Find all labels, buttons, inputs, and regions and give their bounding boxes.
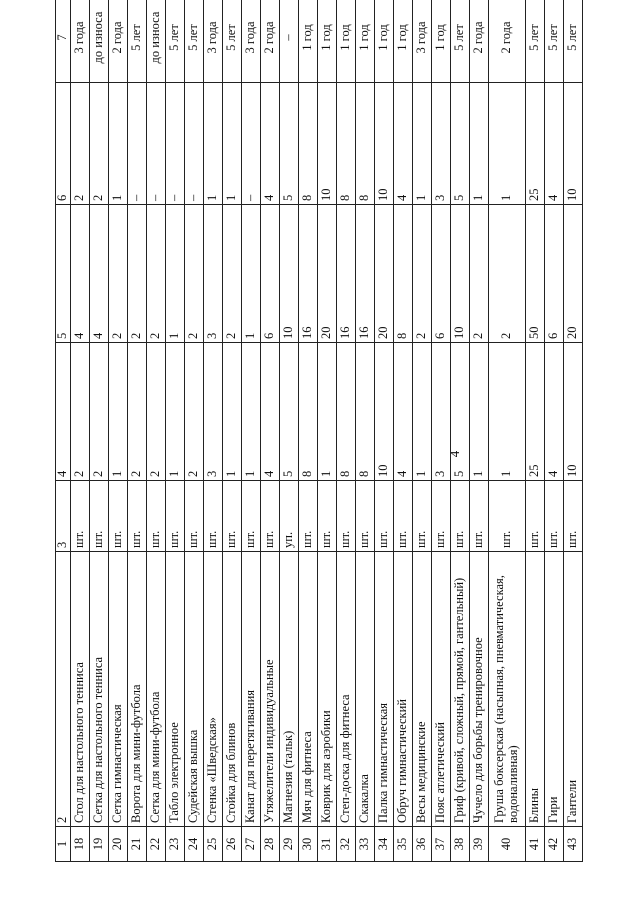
table-row: [317, 0, 336, 862]
cell-service-life: 1 год: [336, 0, 355, 83]
cell-quantity-5: 50: [525, 205, 544, 343]
cell-quantity-6: –: [146, 83, 165, 205]
cell-quantity-4: 8: [355, 343, 374, 481]
cell-service-life: 5 лет: [222, 0, 241, 83]
cell-service-life: до износа: [89, 0, 108, 83]
table-row: [279, 0, 298, 862]
cell-name: Утяжелители индивидуальные: [260, 552, 279, 827]
cell-quantity-4: 8: [298, 343, 317, 481]
cell-quantity-4: 2: [127, 343, 146, 481]
cell-quantity-6: 2: [89, 83, 108, 205]
cell-quantity-6: 4: [544, 83, 563, 205]
cell-unit: шт.: [89, 481, 108, 552]
cell-name: Стол для настольного тенниса: [70, 552, 89, 827]
cell-name: Табло электронное: [165, 552, 184, 827]
table-row: [146, 0, 165, 862]
cell-quantity-6: 5: [450, 83, 469, 205]
cell-quantity-5: 2: [127, 205, 146, 343]
cell-number: 24: [184, 827, 203, 862]
cell-quantity-5: 2: [184, 205, 203, 343]
cell-quantity-5: 8: [393, 205, 412, 343]
table-row: [488, 0, 525, 862]
cell-number: 28: [260, 827, 279, 862]
cell-quantity-4: 25: [525, 343, 544, 481]
cell-number: 38: [450, 827, 469, 862]
cell-service-life: 5 лет: [127, 0, 146, 83]
cell-unit: шт.: [70, 481, 89, 552]
cell-quantity-5: 20: [374, 205, 393, 343]
cell-name: Весы медицинские: [412, 552, 431, 827]
cell-quantity-5: 2: [222, 205, 241, 343]
cell-unit: шт.: [393, 481, 412, 552]
cell-unit: шт.: [355, 481, 374, 552]
cell-quantity-6: 1: [108, 83, 127, 205]
cell-number: 21: [127, 827, 146, 862]
cell-unit: шт.: [298, 481, 317, 552]
cell-unit: шт.: [317, 481, 336, 552]
cell-unit: шт.: [108, 481, 127, 552]
cell-unit: шт.: [146, 481, 165, 552]
header-cell-2: 2: [56, 552, 71, 827]
cell-number: 41: [525, 827, 544, 862]
table-row: [222, 0, 241, 862]
table-row: [544, 0, 563, 862]
table-row: [450, 0, 469, 862]
cell-quantity-4: 1: [222, 343, 241, 481]
cell-quantity-6: –: [165, 83, 184, 205]
cell-service-life: 5 лет: [184, 0, 203, 83]
cell-name: Судейская вышка: [184, 552, 203, 827]
cell-quantity-6: 1: [222, 83, 241, 205]
cell-unit: шт.: [241, 481, 260, 552]
cell-number: 29: [279, 827, 298, 862]
cell-quantity-5: 6: [260, 205, 279, 343]
cell-quantity-4: 1: [241, 343, 260, 481]
header-cell-7: 7: [56, 0, 71, 83]
cell-service-life: 1 год: [393, 0, 412, 83]
cell-quantity-5: 20: [317, 205, 336, 343]
cell-number: 32: [336, 827, 355, 862]
cell-quantity-6: 10: [563, 83, 582, 205]
cell-service-life: 3 года: [70, 0, 89, 83]
cell-number: 39: [469, 827, 488, 862]
cell-name: Стенка «Шведская»: [203, 552, 222, 827]
cell-unit: шт.: [525, 481, 544, 552]
cell-quantity-5: 1: [165, 205, 184, 343]
header-cell-3: 3: [56, 481, 71, 552]
cell-name: Палка гимнастическая: [374, 552, 393, 827]
cell-name: Канат для перетягивания: [241, 552, 260, 827]
cell-name: Пояс атлетический: [431, 552, 450, 827]
rotated-table-container: [55, 11, 583, 862]
cell-quantity-6: –: [241, 83, 260, 205]
cell-quantity-6: 1: [203, 83, 222, 205]
cell-service-life: 1 год: [374, 0, 393, 83]
table-row: [241, 0, 260, 862]
cell-number: 27: [241, 827, 260, 862]
cell-service-life: 5 лет: [165, 0, 184, 83]
cell-service-life: 2 года: [488, 0, 525, 83]
cell-number: 40: [488, 827, 525, 862]
table-body: [70, 0, 583, 862]
cell-name: Гантели: [563, 552, 582, 827]
cell-service-life: 3 года: [203, 0, 222, 83]
cell-service-life: 5 лет: [450, 0, 469, 83]
cell-quantity-6: 1: [412, 83, 431, 205]
cell-unit: уп.: [279, 481, 298, 552]
cell-quantity-5: 4: [89, 205, 108, 343]
cell-quantity-5: 2: [146, 205, 165, 343]
table-row: [412, 0, 431, 862]
table-row: [70, 0, 89, 862]
cell-unit: шт.: [184, 481, 203, 552]
cell-number: 31: [317, 827, 336, 862]
cell-quantity-5: 6: [431, 205, 450, 343]
cell-quantity-6: –: [184, 83, 203, 205]
cell-quantity-4: 2: [146, 343, 165, 481]
equipment-table: [55, 0, 583, 862]
cell-quantity-6: 3: [431, 83, 450, 205]
cell-quantity-6: 8: [336, 83, 355, 205]
table-row: [525, 0, 544, 862]
cell-quantity-5: 20: [563, 205, 582, 343]
table-row: [393, 0, 412, 862]
cell-number: 34: [374, 827, 393, 862]
cell-number: 23: [165, 827, 184, 862]
table-row: [374, 0, 393, 862]
cell-name: Степ-доска для фитнеса: [336, 552, 355, 827]
table-row: [431, 0, 450, 862]
cell-quantity-4: 2: [70, 343, 89, 481]
cell-quantity-6: 4: [260, 83, 279, 205]
cell-unit: шт.: [450, 481, 469, 552]
cell-service-life: 5 лет: [563, 0, 582, 83]
cell-name: Ворота для мини-футбола: [127, 552, 146, 827]
cell-service-life: до износа: [146, 0, 165, 83]
page-number: 4: [447, 450, 462, 458]
table-row: [127, 0, 146, 862]
table-row: [469, 0, 488, 862]
cell-unit: шт.: [203, 481, 222, 552]
cell-service-life: 3 года: [241, 0, 260, 83]
cell-quantity-4: 5: [279, 343, 298, 481]
cell-quantity-5: 6: [544, 205, 563, 343]
table-row: [355, 0, 374, 862]
cell-unit: шт.: [563, 481, 582, 552]
cell-quantity-4: 1: [469, 343, 488, 481]
cell-service-life: 5 лет: [525, 0, 544, 83]
cell-number: 35: [393, 827, 412, 862]
cell-quantity-4: 10: [563, 343, 582, 481]
cell-quantity-6: 1: [469, 83, 488, 205]
cell-unit: шт.: [222, 481, 241, 552]
cell-name: Сетка гимнастическая: [108, 552, 127, 827]
cell-number: 20: [108, 827, 127, 862]
cell-quantity-4: 1: [317, 343, 336, 481]
table-row: [336, 0, 355, 862]
cell-quantity-4: 1: [488, 343, 525, 481]
cell-name: Груша боксерская (насыпная, пневматическая, водоналивная): [488, 552, 525, 827]
cell-name: Гриф (кривой, сложный, прямой, гантельный): [450, 552, 469, 827]
cell-unit: шт.: [488, 481, 525, 552]
cell-service-life: –: [279, 0, 298, 83]
cell-service-life: 1 год: [431, 0, 450, 83]
header-cell-5: 5: [56, 205, 71, 343]
cell-number: 37: [431, 827, 450, 862]
cell-quantity-4: 1: [108, 343, 127, 481]
header-cell-6: 6: [56, 83, 71, 205]
cell-quantity-5: 2: [488, 205, 525, 343]
table-row: [298, 0, 317, 862]
cell-quantity-5: 1: [241, 205, 260, 343]
cell-quantity-4: 4: [544, 343, 563, 481]
cell-unit: шт.: [431, 481, 450, 552]
cell-service-life: 5 лет: [544, 0, 563, 83]
header-cell-4: 4: [56, 343, 71, 481]
cell-service-life: 2 года: [260, 0, 279, 83]
cell-quantity-4: 4: [260, 343, 279, 481]
cell-quantity-4: 1: [165, 343, 184, 481]
cell-name: Сетка для настольного тенниса: [89, 552, 108, 827]
cell-number: 36: [412, 827, 431, 862]
table-row: [260, 0, 279, 862]
cell-unit: шт.: [127, 481, 146, 552]
cell-number: 42: [544, 827, 563, 862]
document-sheet: [55, 11, 583, 862]
cell-service-life: 3 года: [412, 0, 431, 83]
cell-quantity-6: 4: [393, 83, 412, 205]
table-header-row: [56, 0, 71, 862]
cell-quantity-4: 10: [374, 343, 393, 481]
cell-unit: шт.: [469, 481, 488, 552]
cell-quantity-5: 16: [355, 205, 374, 343]
cell-quantity-6: 10: [317, 83, 336, 205]
cell-quantity-5: 3: [203, 205, 222, 343]
cell-quantity-6: 25: [525, 83, 544, 205]
cell-name: Мяч для фитнеса: [298, 552, 317, 827]
table-row: [184, 0, 203, 862]
cell-quantity-4: 5: [450, 343, 469, 481]
cell-quantity-5: 16: [298, 205, 317, 343]
cell-number: 43: [563, 827, 582, 862]
table-row: [108, 0, 127, 862]
cell-quantity-4: 1: [412, 343, 431, 481]
cell-quantity-5: 2: [412, 205, 431, 343]
header-cell-1: 1: [56, 827, 71, 862]
table-row: [563, 0, 582, 862]
cell-name: Гири: [544, 552, 563, 827]
cell-unit: шт.: [412, 481, 431, 552]
cell-name: Блины: [525, 552, 544, 827]
cell-number: 26: [222, 827, 241, 862]
cell-quantity-6: 8: [298, 83, 317, 205]
cell-quantity-5: 10: [450, 205, 469, 343]
cell-quantity-4: 4: [393, 343, 412, 481]
cell-number: 19: [89, 827, 108, 862]
cell-number: 22: [146, 827, 165, 862]
cell-name: Чучело для борьбы тренировочное: [469, 552, 488, 827]
cell-quantity-4: 8: [336, 343, 355, 481]
cell-name: Коврик для аэробики: [317, 552, 336, 827]
cell-quantity-6: 5: [279, 83, 298, 205]
cell-name: Скакалка: [355, 552, 374, 827]
cell-unit: шт.: [544, 481, 563, 552]
cell-quantity-6: 2: [70, 83, 89, 205]
cell-quantity-4: 3: [203, 343, 222, 481]
cell-service-life: 2 года: [469, 0, 488, 83]
cell-number: 18: [70, 827, 89, 862]
cell-quantity-6: 10: [374, 83, 393, 205]
cell-service-life: 1 год: [355, 0, 374, 83]
table-row: [203, 0, 222, 862]
cell-unit: шт.: [165, 481, 184, 552]
cell-service-life: 2 года: [108, 0, 127, 83]
cell-number: 30: [298, 827, 317, 862]
cell-quantity-5: 2: [469, 205, 488, 343]
cell-quantity-5: 16: [336, 205, 355, 343]
cell-quantity-5: 10: [279, 205, 298, 343]
cell-quantity-4: 3: [431, 343, 450, 481]
cell-name: Сетка для мини-футбола: [146, 552, 165, 827]
cell-quantity-5: 2: [108, 205, 127, 343]
cell-name: Обруч гимнастический: [393, 552, 412, 827]
cell-quantity-6: 8: [355, 83, 374, 205]
cell-unit: шт.: [260, 481, 279, 552]
cell-service-life: 1 год: [298, 0, 317, 83]
table-row: [89, 0, 108, 862]
table-row: [165, 0, 184, 862]
cell-quantity-4: 2: [89, 343, 108, 481]
cell-service-life: 1 год: [317, 0, 336, 83]
cell-number: 33: [355, 827, 374, 862]
cell-name: Стойка для блинов: [222, 552, 241, 827]
cell-quantity-4: 2: [184, 343, 203, 481]
cell-quantity-6: –: [127, 83, 146, 205]
cell-unit: шт.: [374, 481, 393, 552]
cell-number: 25: [203, 827, 222, 862]
cell-name: Магнезия (тальк): [279, 552, 298, 827]
cell-unit: шт.: [336, 481, 355, 552]
cell-quantity-6: 1: [488, 83, 525, 205]
cell-quantity-5: 4: [70, 205, 89, 343]
